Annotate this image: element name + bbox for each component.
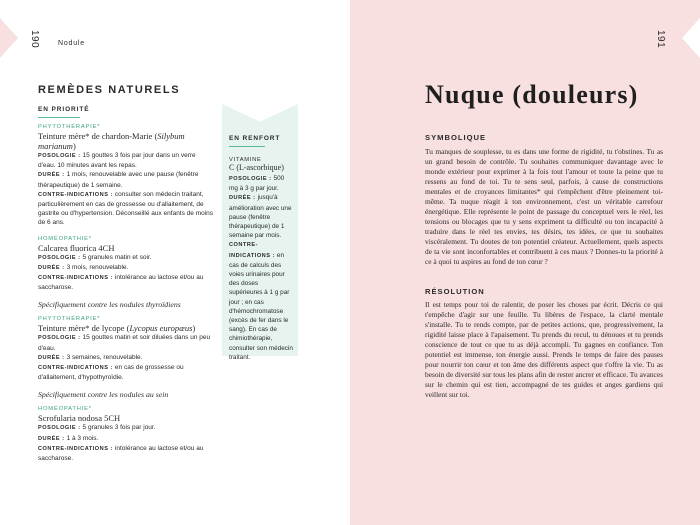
remedy-category: HOMÉOPATHIE* xyxy=(38,406,92,413)
section-text-symbolique: Tu manques de souplesse, tu es dans une forme de rigidité, tu t'obstines. Tu as un grand besoin de contrôle. Tu souhaites communiquer davantage avec le monde extérieur pour exprimer à la fois tout l'amour et toute la peine que tu ressens au fond de toi. Tu te sens seul, parfois, à cause de constructions mentales et de croyances limitantes* qui t'empêchent d'être pleinement toi-même. Ta nuque réagit à ton environnement, c'est un véritable carrefour énergétique. Elle représente le point de passage du conceptuel vers le réel, les tensions ou blocages que tu y sens expriment ta difficulté ou ton incapacité à traduire dans le réel tes envies, tes désirs, tes idées, ce que tu souhaites viscéralement. Tu doutes de ton potentiel créateur. Actuellement, quels aspects de ta vie sont inconfortables et contribuent à ces maux ? Donnes-tu la priorité à ce à quoi tu aspires au fond de ton cœur ? xyxy=(425,147,663,266)
remedy-block xyxy=(38,390,214,463)
sidebar-category: VITAMINE xyxy=(229,157,262,163)
sidebar-contre-indications: CONTRE-INDICATIONS : en cas de calculs des voies urinaires pour des doses supérieures à 1 g par jour ; en cas d'hémochromatose (excès de fer dans le sang). En cas de chimiothérapie, consulter son médecin traitant. xyxy=(229,242,293,361)
duree-line: DURÉE : 3 semaines, renouvelable. xyxy=(38,353,143,361)
remedy-name: Teinture mère* de lycope (Lycopus europæus) xyxy=(38,323,196,334)
contre-indications-line: CONTRE-INDICATIONS : consulter son médecin traitant, particulièrement en cas de grossesse ou d'allaitement, de gastrite ou d'hypertension. Déconseillé aux enfants de moins de 6 ans. xyxy=(38,190,214,227)
contre-indications-line: CONTRE-INDICATIONS : intolérance au lactose et/ou au saccharose. xyxy=(38,274,204,292)
remedy-name: Scrofularia nodosa 5CH xyxy=(38,413,121,424)
specific-heading: Spécifiquement contre les nodules thyroïdiens xyxy=(38,300,181,310)
posologie-line: POSOLOGIE : 5 granules 3 fois par jour. xyxy=(38,424,156,432)
posologie-line: POSOLOGIE : 15 gouttes 3 fois par jour dans un verre d'eau. 10 minutes avant les repas. xyxy=(38,152,196,170)
page-corner-tab xyxy=(0,18,18,58)
remedy-list xyxy=(38,124,214,471)
sidebar-duree: DURÉE : jusqu'à amélioration avec une pause (fenêtre thérapeutique) de 1 semaine par mois. xyxy=(229,194,292,240)
page-number-left: 190 xyxy=(29,30,40,49)
sidebar-remedy: C (L-ascorbique) xyxy=(229,163,284,172)
posologie-line: POSOLOGIE : 5 granules matin et soir. xyxy=(38,253,152,261)
section-heading-symbolique: SYMBOLIQUE xyxy=(425,133,487,142)
remedy-category: PHYTOTHÉRAPIE* xyxy=(38,124,101,130)
section-text-resolution: Il est temps pour toi de ralentir, de poser les choses par écrit. Décris ce qui t'empêche d'agir sur une feuille. Tu libères de l'espace, la clarté mentale s'installe. Tu te rends compte, par de petites actions, que, progressivement, la rigidité laisse place à l'apaisement. Tu prends du recul, tu dénoues et tu prends conscience de tout ce que tu as déjà accompli. Tu gagnes en confiance. Ton potentiel est immense, ton énergie aussi. Prends le temps de faire des pauses pour nourrir ton cœur et ton âme des différents aspect que t'offre la vie. Tu as besoin de diversité sur tous les plans afin de rester ancrer et efficace. Tu avances sur le chemin qui est tien, accompagné de tes guides et anges gardiens qui veillent sur toi. xyxy=(425,300,663,399)
remedy-category: PHYTOTHÉRAPIE* xyxy=(38,316,101,323)
priority-rule xyxy=(38,117,80,118)
duree-line: DURÉE : 1 mois, renouvelable avec une pause (fenêtre thérapeutique) de 1 semaine. xyxy=(38,171,199,189)
running-head: Nodule xyxy=(58,40,85,47)
sidebar-heading: EN RENFORT xyxy=(229,135,281,142)
remedies-title: REMÈDES NATURELS xyxy=(38,84,181,96)
sidebar-rule xyxy=(229,146,265,147)
contre-indications-line: CONTRE-INDICATIONS : en cas de grossesse ou d'allaitement, d'hypothyroïdie. xyxy=(38,364,184,382)
section-heading-resolution: RÉSOLUTION xyxy=(425,287,485,296)
priority-label: EN PRIORITÉ xyxy=(38,106,90,113)
duree-line: DURÉE : 3 mois, renouvelable. xyxy=(38,263,129,271)
remedy-category: HOMÉOPATHIE* xyxy=(38,235,92,242)
remedy-block xyxy=(38,300,214,382)
duree-line: DURÉE : 1 à 3 mois. xyxy=(38,434,99,442)
article-title: Nuque (douleurs) xyxy=(425,80,639,109)
contre-indications-line: CONTRE-INDICATIONS : intolérance au lactose et/ou au saccharose. xyxy=(38,444,204,463)
sidebar-posologie: POSOLOGIE : 500 mg à 3 g par jour. xyxy=(229,175,285,193)
remedy-name: Teinture mère* de chardon-Marie (Silybum marianum) xyxy=(38,131,185,151)
remedy-block xyxy=(38,236,214,293)
posologie-line: POSOLOGIE : 15 gouttes matin et soir diluées dans un peu d'eau. xyxy=(38,334,211,352)
page-number-right: 191 xyxy=(654,30,666,49)
remedy-name: Calcarea fluorica 4CH xyxy=(38,242,115,253)
page-corner-tab xyxy=(682,18,700,58)
reinforcement-sidebar xyxy=(229,135,293,362)
remedy-block xyxy=(38,124,214,228)
specific-heading: Spécifiquement contre les nodules au sein xyxy=(38,390,169,400)
